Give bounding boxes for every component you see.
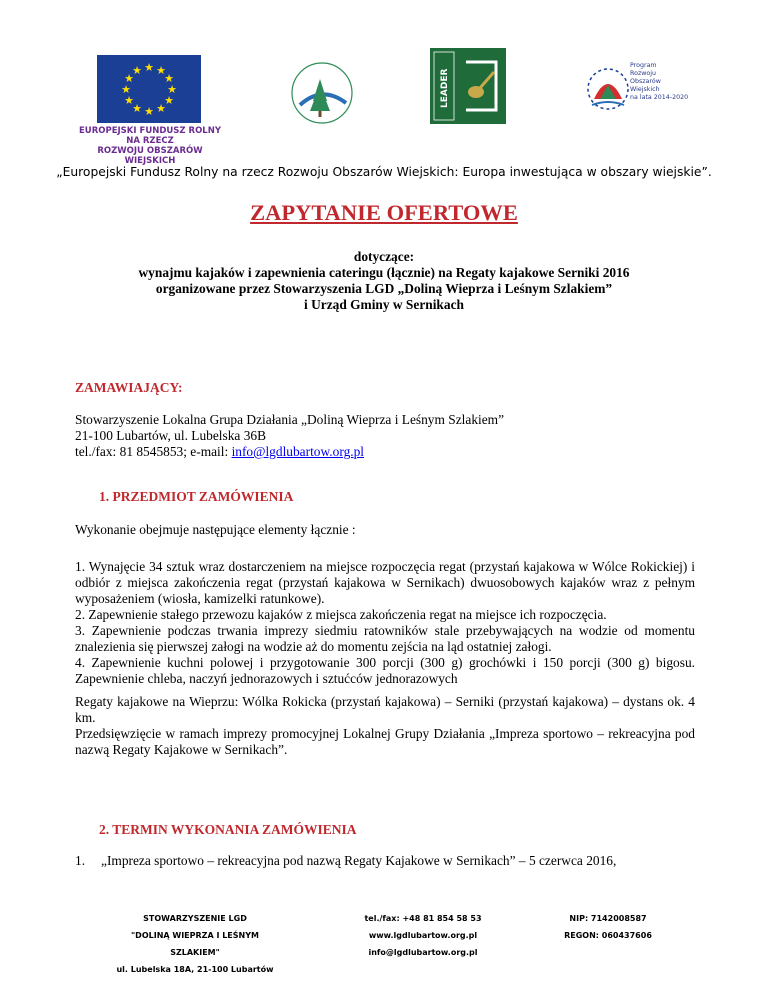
footer-line: tel./fax: +48 81 854 58 53 bbox=[364, 914, 482, 923]
list-item: 3. Zapewnienie podczas trwania imprezy siedmiu ratowników stale przebywających na wodzie od momentu znalezienia się pierwszej załogi na wodzie aż do momentu zejścia na ląd ostatniej załogi. bbox=[75, 623, 695, 654]
prow-line: na lata 2014-2020 bbox=[630, 94, 689, 101]
item-number: 1. bbox=[75, 853, 86, 868]
prow-text bbox=[630, 62, 690, 102]
svg-text:★: ★ bbox=[164, 72, 174, 85]
section2-heading: 2. TERMIN WYKONANIA ZAMÓWIENIA bbox=[99, 822, 357, 837]
ordering-line: 21-100 Lubartów, ul. Lubelska 36B bbox=[75, 428, 267, 443]
prow-line: Program bbox=[630, 62, 657, 69]
list-item: 4. Zapewnienie kuchni polowej i przygotowanie 300 porcji (300 g) grochówki i 150 porcji (300 g) bigosu. Zapewnienie chleba, naczyń jednorazowych i sztućców jednorazowych bbox=[75, 655, 695, 686]
section1-items bbox=[75, 559, 695, 687]
svg-text:★: ★ bbox=[164, 94, 174, 107]
list-item: 2. Zapewnienie stałego przewozu kajaków z miejsca zakończenia regat na miejsce ich rozpoczęcia. bbox=[75, 607, 607, 622]
section1-extra bbox=[75, 694, 695, 758]
svg-text:★: ★ bbox=[167, 83, 177, 96]
footer-contact bbox=[343, 910, 503, 961]
eu-flag-logo bbox=[97, 55, 201, 123]
footer-line: www.lgdlubartow.org.pl bbox=[368, 931, 478, 940]
footer-line: "DOLINĄ WIEPRZA I LEŚNYM SZLAKIEM" bbox=[131, 931, 259, 957]
section1-heading: 1. PRZEDMIOT ZAMÓWIENIA bbox=[99, 489, 294, 504]
svg-text:★: ★ bbox=[144, 61, 154, 74]
subtitle-line: i Urząd Gminy w Sernikach bbox=[304, 297, 464, 312]
subtitle-line: dotyczące: bbox=[353, 249, 415, 264]
document-subtitle bbox=[60, 249, 708, 313]
document-title: ZAPYTANIE OFERTOWE bbox=[250, 200, 518, 225]
svg-text:★: ★ bbox=[132, 102, 142, 115]
subtitle-line: organizowane przez Stowarzyszenia LGD „Doliną Wieprza i Leśnym Szlakiem” bbox=[155, 281, 613, 296]
lgd-tree-logo bbox=[280, 55, 364, 131]
eu-caption-line1: EUROPEJSKI FUNDUSZ ROLNY NA RZECZ bbox=[79, 126, 221, 146]
ordering-contact bbox=[75, 444, 695, 460]
section1-intro: Wykonanie obejmuje następujące elementy łącznie : bbox=[75, 522, 356, 537]
motto: „Europejski Fundusz Rolny na rzecz Rozwoju Obszarów Wiejskich: Europa inwestująca w obszary wiejskie”. bbox=[56, 165, 712, 179]
svg-text:★: ★ bbox=[156, 102, 166, 115]
subtitle-line: wynajmu kajaków i zapewnienia cateringu (łącznie) na Regaty kajakowe Serniki 2016 bbox=[138, 265, 630, 280]
footer-registry bbox=[548, 910, 668, 944]
item-text: „Impreza sportowo – rekreacyjna pod nazwą Regaty Kajakowe w Sernikach” – 5 czerwca 2016, bbox=[101, 853, 617, 868]
svg-text:★: ★ bbox=[132, 64, 142, 77]
eu-caption-line2: ROZWOJU OBSZARÓW WIEJSKICH bbox=[97, 146, 203, 166]
email-link[interactable]: info@lgdlubartow.org.pl bbox=[231, 444, 365, 459]
svg-text:★: ★ bbox=[124, 72, 134, 85]
svg-text:★: ★ bbox=[144, 105, 154, 118]
leader-logo bbox=[430, 48, 506, 124]
prow-line: Obszarów bbox=[630, 78, 661, 85]
footer-line: NIP: 7142008587 bbox=[569, 914, 647, 923]
svg-text:★: ★ bbox=[156, 64, 166, 77]
ordering-line: Stowarzyszenie Lokalna Grupa Działania „Doliną Wieprza i Leśnym Szlakiem” bbox=[75, 412, 505, 427]
leader-text: LEADER bbox=[440, 68, 450, 108]
prow-line: Rozwoju bbox=[630, 70, 656, 77]
prow-line: Wiejskich bbox=[630, 86, 660, 93]
ordering-party-heading: ZAMAWIAJĄCY: bbox=[75, 380, 183, 395]
footer-line: info@lgdlubartow.org.pl bbox=[368, 948, 478, 957]
route-text: Regaty kajakowe na Wieprzu: Wólka Rokicka (przystań kajakowa) – Serniki (przystań kajakowa) – dystans ok. 4 km. bbox=[75, 694, 695, 725]
context-text: Przedsięwzięcie w ramach imprezy promocyjnej Lokalnej Grupy Działania „Impreza sportowo – rekreacyjna pod nazwą Regaty Kajakowe w Sernikach”. bbox=[75, 726, 695, 757]
contact-prefix: tel./fax: 81 8545853; e-mail: bbox=[75, 444, 232, 459]
eu-caption bbox=[72, 126, 228, 166]
footer-line: STOWARZYSZENIE LGD bbox=[143, 914, 247, 923]
footer-address bbox=[105, 910, 285, 978]
footer-line: ul. Lubelska 18A, 21-100 Lubartów bbox=[116, 965, 274, 974]
svg-text:★: ★ bbox=[121, 83, 131, 96]
svg-text:★: ★ bbox=[124, 94, 134, 107]
list-item: 1. Wynajęcie 34 sztuk wraz dostarczeniem na miejsce rozpoczęcia regat (przystań kajakowa w Wólce Rokickiej) i odbiór z miejsca zakończenia regat (przystań kajakowa w Sernikach) dwuosobowych kajaków wraz z pełnym wyposażeniem (wiosła, kamizelki ratunkowe). bbox=[75, 559, 695, 606]
ordering-party-details bbox=[75, 412, 695, 460]
footer-line: REGON: 060437606 bbox=[564, 931, 652, 940]
footer bbox=[0, 910, 768, 974]
